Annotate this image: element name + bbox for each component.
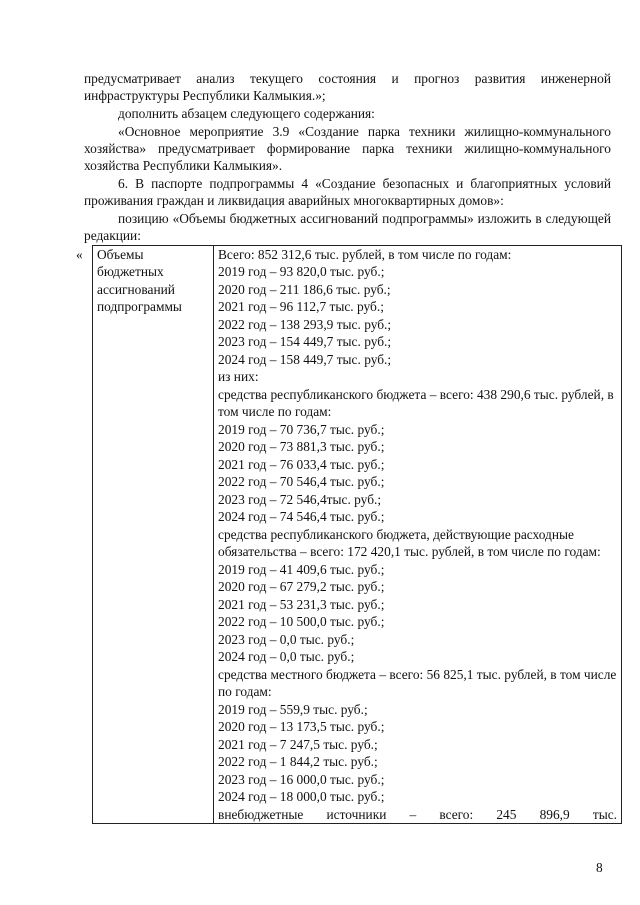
paragraph-main-activity: «Основное мероприятие 3.9 «Создание парка техники жилищно-коммунального хозяйства» предусматривает формирование парка техники жилищно-коммунального хозяйства Республики Калмыкия». (84, 124, 611, 174)
label-line: подпрограммы (97, 299, 182, 315)
year-line: 2021 год – 76 033,4 тыс. руб.; (218, 456, 385, 472)
existing-obligations-head: средства республиканского бюджета, действующие расходные обязательства – всего: 172 420,1 тыс. рублей, в том числе по годам: (218, 526, 601, 560)
offbudget-head: внебюджетные источники – всего: 245 896,9 тыс. (218, 806, 617, 822)
year-line: 2024 год – 158 449,7 тыс. руб.; (218, 351, 392, 367)
year-line: 2022 год – 10 500,0 тыс. руб.; (218, 614, 385, 630)
year-line: 2023 год – 0,0 тыс. руб.; (218, 631, 355, 647)
year-line: 2024 год – 0,0 тыс. руб.; (218, 649, 355, 665)
year-line: 2024 год – 18 000,0 тыс. руб.; (218, 789, 385, 805)
year-line: 2021 год – 53 231,3 тыс. руб.; (218, 596, 385, 612)
year-line: 2019 год – 41 409,6 тыс. руб.; (218, 561, 385, 577)
budget-table (92, 245, 622, 824)
page-number: 8 (596, 860, 603, 875)
label-line: ассигнований (97, 281, 175, 297)
year-line: 2019 год – 559,9 тыс. руб.; (218, 701, 368, 717)
republican-head: средства республиканского бюджета – всего: 438 290,6 тыс. рублей, в том числе по годам: (218, 386, 614, 420)
paragraph-infrastructure: предусматривает анализ текущего состояния и прогноз развития инженерной инфраструктуры Республики Калмыкия.»; (84, 71, 611, 104)
year-line: 2022 год – 138 293,9 тыс. руб.; (218, 316, 392, 332)
open-quote-mark: « (76, 247, 83, 262)
label-line: Объемы (97, 247, 144, 262)
of-them-line: из них: (218, 369, 259, 385)
year-line: 2019 год – 93 820,0 тыс. руб.; (218, 264, 385, 280)
year-line: 2023 год – 154 449,7 тыс. руб.; (218, 334, 392, 350)
paragraph-position-edit: позицию «Объемы бюджетных ассигнований подпрограммы» изложить в следующей редакции: (84, 211, 611, 244)
year-line: 2019 год – 70 736,7 тыс. руб.; (218, 421, 385, 437)
value-cell (214, 246, 622, 824)
year-line: 2020 год – 67 279,2 тыс. руб.; (218, 579, 385, 595)
label-cell (93, 246, 214, 824)
year-line: 2022 год – 70 546,4 тыс. руб.; (218, 474, 385, 490)
year-line: 2021 год – 96 112,7 тыс. руб.; (218, 299, 384, 315)
year-line: 2020 год – 73 881,3 тыс. руб.; (218, 439, 385, 455)
year-line: 2021 год – 7 247,5 тыс. руб.; (218, 736, 378, 752)
year-line: 2022 год – 1 844,2 тыс. руб.; (218, 754, 378, 770)
total-line: Всего: 852 312,6 тыс. рублей, в том числе по годам: (218, 247, 512, 262)
year-line: 2020 год – 211 186,6 тыс. руб.; (218, 281, 391, 297)
year-line: 2024 год – 74 546,4 тыс. руб.; (218, 509, 385, 525)
year-line: 2023 год – 16 000,0 тыс. руб.; (218, 771, 385, 787)
table-row (93, 246, 622, 824)
paragraph-passport-4: 6. В паспорте подпрограммы 4 «Создание безопасных и благоприятных условий проживания граждан и ликвидация аварийных многоквартирных домов»: (84, 176, 611, 209)
paragraph-add-clause: дополнить абзацем следующего содержания: (118, 106, 375, 121)
local-budget-head: средства местного бюджета – всего: 56 825,1 тыс. рублей, в том числе по годам: (218, 666, 617, 700)
year-line: 2023 год – 72 546,4тыс. руб.; (218, 491, 382, 507)
label-line: бюджетных (97, 264, 164, 280)
year-line: 2020 год – 13 173,5 тыс. руб.; (218, 719, 385, 735)
